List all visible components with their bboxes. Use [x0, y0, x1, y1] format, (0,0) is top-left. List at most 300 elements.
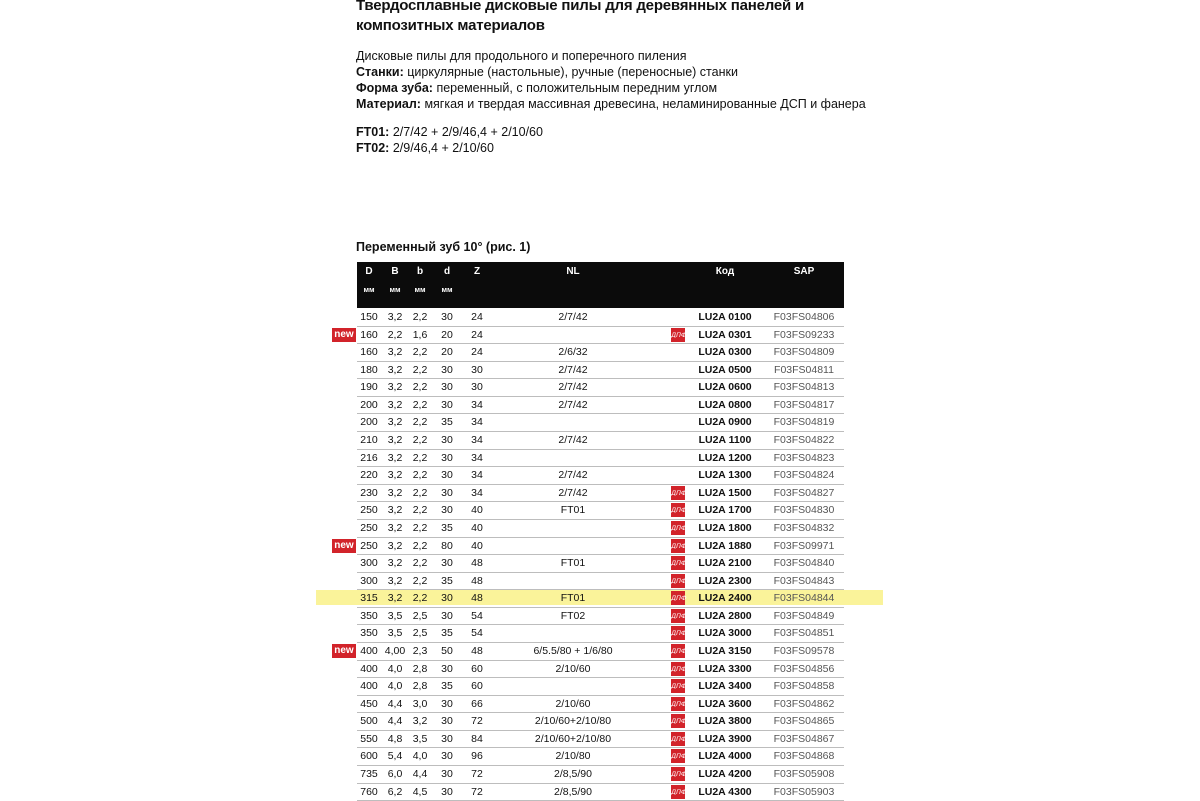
cell-sap: F03FS04822	[773, 434, 835, 447]
cell-z: 30	[471, 363, 483, 376]
table-row	[357, 696, 844, 714]
cell-sap: F03FS05903	[773, 785, 835, 798]
cell-kod: LU2A 1100	[698, 434, 752, 447]
material-icon: ДПФ	[671, 328, 685, 342]
table-row	[357, 661, 844, 679]
cell-kod: LU2A 2400	[698, 592, 752, 605]
cell-d: 180	[360, 363, 378, 376]
material-icon: ДПФ	[671, 539, 685, 553]
cell-d: 300	[360, 557, 378, 570]
cell-b: 2,2	[412, 451, 428, 464]
cell-d: 216	[360, 451, 378, 464]
cell-d: 250	[360, 539, 378, 552]
cell-kod: LU2A 0300	[698, 346, 752, 359]
cell-kod: LU2A 1300	[698, 469, 752, 482]
desc-line-machines	[356, 64, 866, 80]
page-title: Твердосплавные дисковые пилы для деревянных панелей и композитных материалов	[356, 0, 805, 34]
table-row	[357, 766, 844, 784]
cell-d: 30	[441, 609, 453, 622]
cell-kod: LU2A 0800	[698, 398, 752, 411]
cell-d: 30	[441, 486, 453, 499]
new-badge: new	[332, 644, 356, 658]
table-row	[357, 362, 844, 380]
cell-b: 2,3	[412, 644, 428, 657]
cell-z: 72	[471, 715, 483, 728]
cell-d: 220	[360, 469, 378, 482]
table-row	[357, 678, 844, 696]
cell-d: 160	[360, 328, 378, 341]
unit-d: мм	[441, 285, 453, 294]
cell-nl: FT02	[560, 609, 586, 622]
cell-b: 3,2	[412, 715, 428, 728]
cell-nl: 2/8,5/90	[554, 785, 592, 798]
cell-kod: LU2A 4000	[698, 750, 752, 763]
cell-z: 66	[471, 697, 483, 710]
cell-b: 2,2	[412, 363, 428, 376]
cell-b: 3,2	[387, 398, 403, 411]
unit-B: мм	[389, 285, 401, 294]
table-row	[334, 643, 844, 661]
material-icon: ДПФ	[671, 644, 685, 658]
table-row	[357, 485, 844, 503]
cell-b: 4,00	[384, 644, 406, 657]
code-ft01	[356, 124, 543, 140]
cell-z: 34	[471, 416, 483, 429]
cell-sap: F03FS04858	[773, 680, 835, 693]
cell-d: 760	[360, 785, 378, 798]
cell-b: 2,2	[412, 504, 428, 517]
cell-sap: F03FS04856	[773, 662, 835, 675]
cell-d: 30	[441, 592, 453, 605]
cell-d: 30	[441, 311, 453, 323]
cell-b: 6,0	[387, 768, 403, 781]
material-icon: ДПФ	[671, 486, 685, 500]
cell-d: 350	[360, 609, 378, 622]
material-icon: ДПФ	[671, 556, 685, 570]
table-row	[334, 538, 844, 556]
cell-sap: F03FS09233	[773, 328, 835, 341]
cell-z: 24	[471, 346, 483, 359]
cell-sap: F03FS04867	[773, 732, 835, 745]
cell-d: 50	[441, 644, 453, 657]
cell-sap: F03FS04862	[773, 697, 835, 710]
material-icon: ДПФ	[671, 609, 685, 623]
material-icon: ДПФ	[671, 697, 685, 711]
table-row	[357, 450, 844, 468]
tooth-codes-block	[356, 124, 543, 156]
cell-kod: LU2A 3000	[698, 627, 752, 640]
col-header-D: D	[365, 266, 373, 277]
cell-d: 35	[441, 521, 453, 534]
cell-b: 2,2	[412, 469, 428, 482]
cell-b: 4,0	[387, 680, 403, 693]
cell-b: 3,2	[387, 504, 403, 517]
cell-b: 4,0	[412, 750, 428, 763]
cell-sap: F03FS04817	[773, 398, 835, 411]
cell-d: 735	[360, 768, 378, 781]
cell-b: 3,2	[387, 557, 403, 570]
cell-nl: 2/7/42	[558, 486, 588, 499]
cell-d: 20	[441, 328, 453, 341]
cell-b: 3,2	[387, 592, 403, 605]
cell-nl: 2/7/42	[558, 398, 588, 411]
cell-sap: F03FS09971	[773, 539, 835, 552]
cell-b: 2,8	[412, 680, 428, 693]
cell-d: 30	[441, 557, 453, 570]
cell-z: 48	[471, 557, 483, 570]
cell-kod: LU2A 0600	[698, 381, 752, 394]
cell-z: 48	[471, 574, 483, 587]
cell-d: 300	[360, 574, 378, 587]
cell-z: 34	[471, 451, 483, 464]
cell-kod: LU2A 1500	[698, 486, 752, 499]
table-row	[357, 432, 844, 450]
desc-line-material	[356, 96, 866, 112]
cell-b: 2,2	[412, 434, 428, 447]
cell-b: 4,5	[412, 785, 428, 798]
cell-b: 3,2	[387, 381, 403, 394]
cell-sap: F03FS04827	[773, 486, 835, 499]
col-header-b: b	[416, 266, 424, 277]
cell-d: 30	[441, 451, 453, 464]
cell-b: 3,2	[387, 416, 403, 429]
material-icon: ДПФ	[671, 662, 685, 676]
cell-d: 30	[441, 469, 453, 482]
cell-kod: LU2A 3600	[698, 697, 752, 710]
desc-line-tooth	[356, 80, 866, 96]
cell-sap: F03FS09578	[773, 644, 835, 657]
table-row	[357, 344, 844, 362]
cell-nl: 2/7/42	[558, 469, 588, 482]
table-row	[357, 520, 844, 538]
table-row	[357, 731, 844, 749]
cell-d: 150	[360, 311, 378, 323]
cell-b: 2,2	[412, 346, 428, 359]
cell-b: 4,4	[412, 768, 428, 781]
cell-d: 500	[360, 715, 378, 728]
cell-z: 72	[471, 785, 483, 798]
table-row	[357, 573, 844, 591]
cell-kod: LU2A 1200	[698, 451, 752, 464]
ft01-label: FT01:	[356, 125, 390, 139]
cell-d: 35	[441, 680, 453, 693]
cell-b: 3,2	[387, 451, 403, 464]
cell-b: 3,5	[412, 732, 428, 745]
cell-nl: 2/7/42	[558, 381, 588, 394]
table-row	[357, 608, 844, 626]
cell-d: 80	[441, 539, 453, 552]
cell-d: 230	[360, 486, 378, 499]
cell-kod: LU2A 3400	[698, 680, 752, 693]
cell-b: 3,0	[412, 697, 428, 710]
cell-sap: F03FS04851	[773, 627, 835, 640]
machines-label: Станки:	[356, 65, 404, 79]
cell-d: 315	[360, 592, 378, 605]
cell-d: 30	[441, 381, 453, 394]
cell-nl: 2/10/80	[555, 750, 591, 763]
table-row	[357, 502, 844, 520]
cell-kod: LU2A 2800	[698, 609, 752, 622]
cell-d: 550	[360, 732, 378, 745]
cell-d: 450	[360, 697, 378, 710]
cell-sap: F03FS04868	[773, 750, 835, 763]
cell-sap: F03FS04819	[773, 416, 835, 429]
cell-b: 2,2	[412, 557, 428, 570]
cell-z: 24	[471, 311, 483, 323]
cell-z: 60	[471, 662, 483, 675]
cell-kod: LU2A 0500	[698, 363, 752, 376]
material-icon: ДПФ	[671, 767, 685, 781]
material-icon: ДПФ	[671, 503, 685, 517]
cell-d: 30	[441, 732, 453, 745]
cell-kod: LU2A 3900	[698, 732, 752, 745]
cell-d: 30	[441, 697, 453, 710]
cell-sap: F03FS04811	[774, 363, 834, 376]
cell-d: 190	[360, 381, 378, 394]
cell-b: 3,2	[387, 574, 403, 587]
ft01-text: 2/7/42 + 2/9/46,4 + 2/10/60	[389, 125, 543, 139]
new-badge: new	[332, 328, 356, 342]
cell-b: 1,6	[412, 328, 428, 341]
cell-d: 160	[360, 346, 378, 359]
cell-d: 30	[441, 662, 453, 675]
cell-z: 24	[471, 328, 483, 341]
section-title: Переменный зуб 10° (рис. 1)	[356, 240, 531, 254]
material-icon: ДПФ	[671, 714, 685, 728]
cell-d: 30	[441, 363, 453, 376]
cell-sap: F03FS04830	[773, 504, 835, 517]
col-header-Z: Z	[473, 266, 481, 277]
cell-nl: FT01	[560, 557, 586, 570]
cell-b: 2,2	[412, 539, 428, 552]
cell-d: 400	[360, 644, 378, 657]
cell-b: 4,8	[387, 732, 403, 745]
table-row	[357, 309, 844, 327]
cell-d: 35	[441, 574, 453, 587]
cell-z: 84	[471, 732, 483, 745]
col-header-NL: NL	[566, 266, 580, 277]
cell-nl: 2/8,5/90	[554, 768, 592, 781]
col-header-B: B	[391, 266, 399, 277]
cell-kod: LU2A 0900	[698, 416, 752, 429]
cell-b: 3,2	[387, 486, 403, 499]
cell-sap: F03FS05908	[773, 768, 835, 781]
cell-z: 40	[471, 504, 483, 517]
cell-kod: LU2A 0301	[698, 328, 752, 341]
cell-b: 3,5	[387, 627, 403, 640]
cell-b: 2,2	[412, 521, 428, 534]
material-icon: ДПФ	[671, 521, 685, 535]
cell-d: 30	[441, 750, 453, 763]
cell-sap: F03FS04849	[773, 609, 835, 622]
cell-d: 400	[360, 662, 378, 675]
cell-kod: LU2A 1800	[698, 521, 752, 534]
material-icon: ДПФ	[671, 732, 685, 746]
cell-b: 4,4	[387, 715, 403, 728]
cell-z: 96	[471, 750, 483, 763]
cell-nl: 6/5.5/80 + 1/6/80	[533, 644, 613, 657]
desc-line-usage: Дисковые пилы для продольного и поперечного пиления	[356, 49, 687, 63]
cell-z: 72	[471, 768, 483, 781]
cell-b: 2,2	[412, 381, 428, 394]
cell-z: 40	[471, 521, 483, 534]
cell-b: 4,0	[387, 662, 403, 675]
cell-b: 3,2	[387, 469, 403, 482]
material-label: Материал:	[356, 97, 421, 111]
machines-text: циркулярные (настольные), ручные (переносные) станки	[403, 65, 738, 79]
cell-d: 30	[441, 785, 453, 798]
tooth-label: Форма зуба:	[356, 81, 433, 95]
cell-sap: F03FS04844	[773, 592, 835, 605]
cell-kod: LU2A 0100	[698, 311, 752, 323]
material-icon: ДПФ	[671, 591, 685, 605]
cell-b: 2,2	[412, 398, 428, 411]
cell-b: 2,2	[387, 328, 403, 341]
cell-sap: F03FS04865	[773, 715, 835, 728]
cell-nl: FT01	[560, 504, 586, 517]
cell-d: 250	[360, 521, 378, 534]
cell-d: 400	[360, 680, 378, 693]
tooth-text: переменный, с положительным передним углом	[432, 81, 718, 95]
cell-b: 2,5	[412, 627, 428, 640]
description-block	[356, 48, 866, 112]
table-row	[357, 625, 844, 643]
cell-sap: F03FS04832	[773, 521, 835, 534]
cell-b: 2,2	[412, 311, 428, 323]
cell-kod: LU2A 3800	[698, 715, 752, 728]
table-body	[334, 309, 844, 801]
cell-nl: 2/10/60+2/10/80	[534, 732, 612, 745]
cell-z: 48	[471, 644, 483, 657]
table-row	[357, 467, 844, 485]
cell-b: 2,5	[412, 609, 428, 622]
cell-kod: LU2A 4300	[698, 785, 752, 798]
ft02-label: FT02:	[356, 141, 390, 155]
cell-z: 34	[471, 469, 483, 482]
cell-d: 30	[441, 434, 453, 447]
cell-z: 40	[471, 539, 483, 552]
cell-nl: FT01	[560, 592, 586, 605]
cell-sap: F03FS04843	[773, 574, 835, 587]
ft02-text: 2/9/46,4 + 2/10/60	[389, 141, 494, 155]
cell-sap: F03FS04823	[773, 451, 835, 464]
table-row	[357, 555, 844, 573]
material-icon: ДПФ	[671, 679, 685, 693]
cell-b: 2,2	[412, 574, 428, 587]
cell-d: 20	[441, 346, 453, 359]
cell-b: 2,2	[412, 592, 428, 605]
table-row	[357, 379, 844, 397]
cell-z: 34	[471, 434, 483, 447]
cell-kod: LU2A 3150	[698, 644, 752, 657]
cell-d: 30	[441, 768, 453, 781]
table-row	[334, 327, 844, 345]
cell-d: 250	[360, 504, 378, 517]
code-ft02	[356, 140, 543, 156]
new-badge: new	[332, 539, 356, 553]
material-icon: ДПФ	[671, 626, 685, 640]
col-header-d: d	[443, 266, 451, 277]
cell-z: 54	[471, 609, 483, 622]
cell-z: 48	[471, 592, 483, 605]
cell-sap: F03FS04809	[773, 346, 835, 359]
cell-b: 3,5	[387, 609, 403, 622]
cell-kod: LU2A 3300	[698, 662, 752, 675]
cell-d: 210	[360, 434, 378, 447]
table-row	[357, 414, 844, 432]
col-header-kod: Код	[715, 266, 735, 277]
cell-b: 3,2	[387, 346, 403, 359]
table-row	[357, 784, 844, 801]
cell-d: 200	[360, 416, 378, 429]
cell-d: 35	[441, 416, 453, 429]
table-header	[357, 262, 844, 308]
cell-kod: LU2A 1700	[698, 504, 752, 517]
cell-z: 34	[471, 398, 483, 411]
cell-b: 4,4	[387, 697, 403, 710]
unit-b: мм	[414, 285, 426, 294]
cell-b: 5,4	[387, 750, 403, 763]
cell-nl: 2/7/42	[558, 311, 588, 323]
col-header-sap: SAP	[793, 266, 815, 277]
cell-nl: 2/6/32	[558, 346, 588, 359]
cell-d: 30	[441, 504, 453, 517]
cell-sap: F03FS04824	[773, 469, 835, 482]
unit-D: мм	[363, 285, 375, 294]
cell-kod: LU2A 2100	[698, 557, 752, 570]
cell-z: 30	[471, 381, 483, 394]
cell-d: 30	[441, 715, 453, 728]
cell-d: 350	[360, 627, 378, 640]
cell-sap: F03FS04813	[773, 381, 835, 394]
cell-nl: 2/7/42	[558, 434, 588, 447]
cell-nl: 2/7/42	[558, 363, 588, 376]
cell-b: 2,2	[412, 486, 428, 499]
cell-b: 3,2	[387, 434, 403, 447]
cell-b: 2,2	[412, 416, 428, 429]
cell-sap: F03FS04840	[773, 557, 835, 570]
cell-kod: LU2A 1880	[698, 539, 752, 552]
table-row	[357, 748, 844, 766]
cell-sap: F03FS04806	[773, 311, 835, 323]
cell-d: 200	[360, 398, 378, 411]
cell-b: 6,2	[387, 785, 403, 798]
material-icon: ДПФ	[671, 785, 685, 799]
cell-b: 2,8	[412, 662, 428, 675]
cell-b: 3,2	[387, 539, 403, 552]
table-row	[357, 713, 844, 731]
cell-z: 54	[471, 627, 483, 640]
material-icon: ДПФ	[671, 574, 685, 588]
table-row	[357, 397, 844, 415]
cell-z: 60	[471, 680, 483, 693]
cell-kod: LU2A 2300	[698, 574, 752, 587]
cell-b: 3,2	[387, 521, 403, 534]
cell-d: 35	[441, 627, 453, 640]
cell-nl: 2/10/60	[555, 662, 591, 675]
cell-b: 3,2	[387, 311, 403, 323]
cell-d: 600	[360, 750, 378, 763]
cell-nl: 2/10/60+2/10/80	[534, 715, 612, 728]
table-row	[357, 590, 844, 608]
cell-b: 3,2	[387, 363, 403, 376]
cell-nl: 2/10/60	[555, 697, 591, 710]
material-text: мягкая и твердая массивная древесина, неламинированные ДСП и фанера	[420, 97, 866, 111]
material-icon: ДПФ	[671, 749, 685, 763]
cell-d: 30	[441, 398, 453, 411]
cell-z: 34	[471, 486, 483, 499]
cell-kod: LU2A 4200	[698, 768, 752, 781]
